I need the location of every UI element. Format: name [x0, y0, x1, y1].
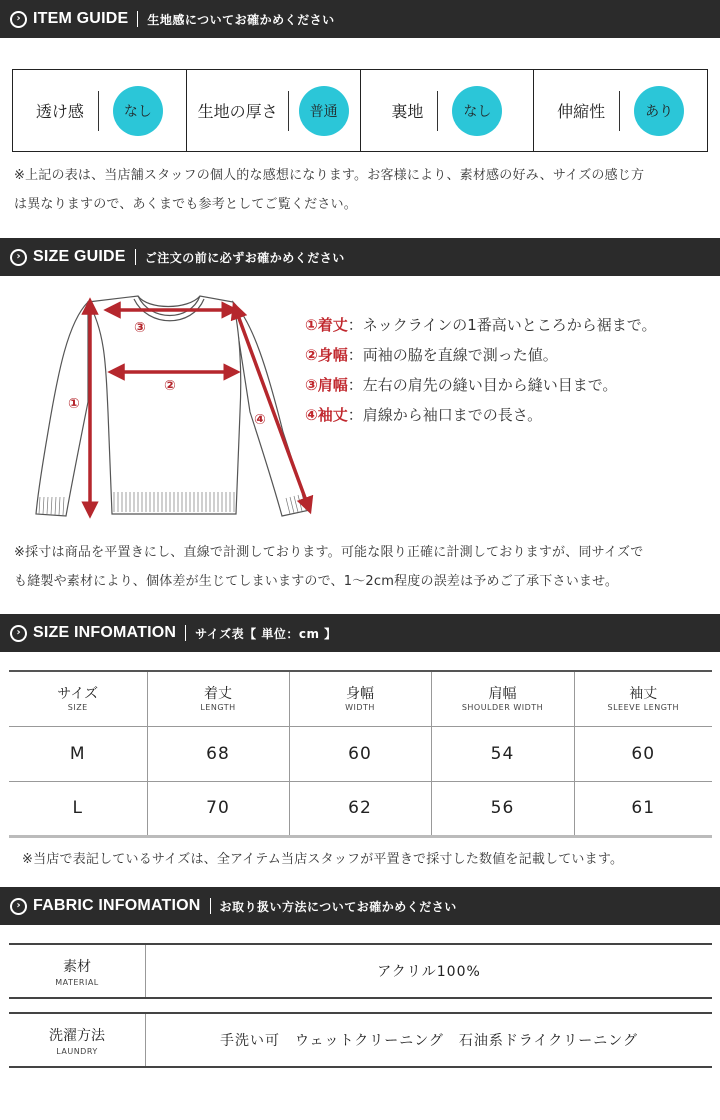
fabric-row-laundry [9, 1012, 712, 1068]
item-guide-label: 伸縮性 [557, 102, 606, 121]
note-line: ※上記の表は、当店舗スタッフの個人的な感想になります。お客様により、素材感の好み、サイズの感じ方 [14, 168, 645, 183]
section-subtitle: ご注文の前に必ずお確かめください [144, 250, 345, 265]
divider [210, 898, 211, 914]
table-cell: 60 [289, 726, 431, 781]
divider [185, 625, 186, 641]
legend-item [305, 400, 657, 430]
size-guide-header [0, 238, 720, 276]
fabric-label-en: MATERIAL [55, 977, 99, 987]
divider [288, 91, 289, 131]
legend-item [305, 340, 657, 370]
item-guide-label: 裏地 [391, 102, 424, 121]
legend-desc: ：左右の肩先の縫い目から縫い目まで。 [347, 376, 618, 394]
item-guide-badge: あり [634, 86, 684, 136]
legend-key: ①着丈 [305, 316, 348, 334]
item-guide-badge: なし [113, 86, 163, 136]
table-header-row [9, 671, 712, 726]
table-cell: 62 [289, 781, 431, 836]
note-line: は異なりますので、あくまでも参考としてご覧ください。 [14, 197, 357, 212]
size-guide-legend [305, 310, 657, 430]
table-cell: L [9, 781, 147, 836]
note-line: ※採寸は商品を平置きにし、直線で計測しております。可能な限り正確に計測しておりますが、同サイズで [14, 545, 644, 560]
item-guide-cell [186, 70, 360, 151]
legend-desc: ：両袖の脇を直線で測った値。 [347, 346, 558, 364]
size-info-header [0, 614, 720, 652]
fabric-label-en: LAUNDRY [56, 1046, 98, 1056]
table-cell: 61 [574, 781, 712, 836]
item-guide-label: 透け感 [35, 102, 84, 121]
table-cell: 70 [147, 781, 289, 836]
size-table [9, 670, 712, 838]
legend-desc: ：肩線から袖口までの長さ。 [347, 406, 543, 424]
divider [437, 91, 438, 131]
diagram-label-2: ② [164, 378, 176, 394]
item-guide-badge: 普通 [299, 86, 349, 136]
legend-item [305, 370, 657, 400]
fabric-info-header [0, 887, 720, 925]
sweater-diagram [28, 292, 320, 524]
divider [98, 91, 99, 131]
legend-desc: ：ネックラインの1番高いところから裾まで。 [347, 316, 657, 334]
item-guide-label: 生地の厚さ [197, 102, 278, 121]
divider [619, 91, 620, 131]
fabric-label [9, 1014, 146, 1066]
table-header-cell: 着丈 LENGTH [147, 671, 289, 726]
divider [137, 11, 138, 27]
fabric-label-jp: 素材 [63, 958, 91, 975]
fabric-label-jp: 洗濯方法 [49, 1027, 105, 1044]
chevron-right-icon: › [10, 898, 27, 915]
legend-key: ③肩幅 [305, 376, 348, 394]
table-cell: 68 [147, 726, 289, 781]
section-title: FABRIC INFOMATION [33, 897, 201, 914]
diagram-label-3: ③ [134, 320, 146, 336]
legend-item [305, 310, 657, 340]
legend-key: ④袖丈 [305, 406, 348, 424]
table-row [9, 726, 712, 781]
section-title: SIZE INFOMATION [33, 624, 177, 641]
size-guide-note [14, 538, 643, 596]
diagram-label-4: ④ [254, 412, 266, 428]
section-title: SIZE GUIDE [33, 248, 126, 265]
chevron-right-icon: › [10, 11, 27, 28]
section-subtitle: サイズ表【 単位：cm 】 [195, 626, 337, 641]
table-cell: 56 [431, 781, 574, 836]
table-header-cell: サイズ SIZE [9, 671, 147, 726]
divider [135, 249, 136, 265]
chevron-right-icon: › [10, 249, 27, 266]
item-guide-cell [533, 70, 707, 151]
size-info-note: ※当店で表記しているサイズは、全アイテム当店スタッフが平置きで採寸した数値を記載しています。 [22, 852, 624, 867]
fabric-value: アクリル100% [377, 964, 481, 980]
item-guide-cell [13, 70, 186, 151]
section-subtitle: 生地感についてお確かめください [147, 12, 335, 27]
fabric-value: 手洗い可 ウェットクリーニング 石油系ドライクリーニング [220, 1033, 638, 1049]
note-line: も縫製や素材により、個体差が生じてしまいますので、1〜2cm程度の誤差は予めご了承下さいませ。 [14, 574, 619, 589]
diagram-label-1: ① [68, 396, 80, 412]
table-header-cell: 肩幅 SHOULDER WIDTH [431, 671, 574, 726]
legend-key: ②身幅 [305, 346, 348, 364]
chevron-right-icon: › [10, 625, 27, 642]
item-guide-cell [360, 70, 534, 151]
item-guide-table [12, 69, 708, 152]
item-guide-badge: なし [452, 86, 502, 136]
fabric-row-material [9, 943, 712, 999]
item-guide-note [14, 161, 644, 219]
table-cell: M [9, 726, 147, 781]
table-row [9, 781, 712, 836]
table-cell: 60 [574, 726, 712, 781]
table-header-cell: 身幅 WIDTH [289, 671, 431, 726]
section-subtitle: お取り扱い方法についてお確かめください [219, 899, 457, 914]
table-header-cell: 袖丈 SLEEVE LENGTH [574, 671, 712, 726]
fabric-label [9, 945, 146, 997]
table-cell: 54 [431, 726, 574, 781]
section-title: ITEM GUIDE [33, 10, 129, 27]
item-guide-header [0, 0, 720, 38]
